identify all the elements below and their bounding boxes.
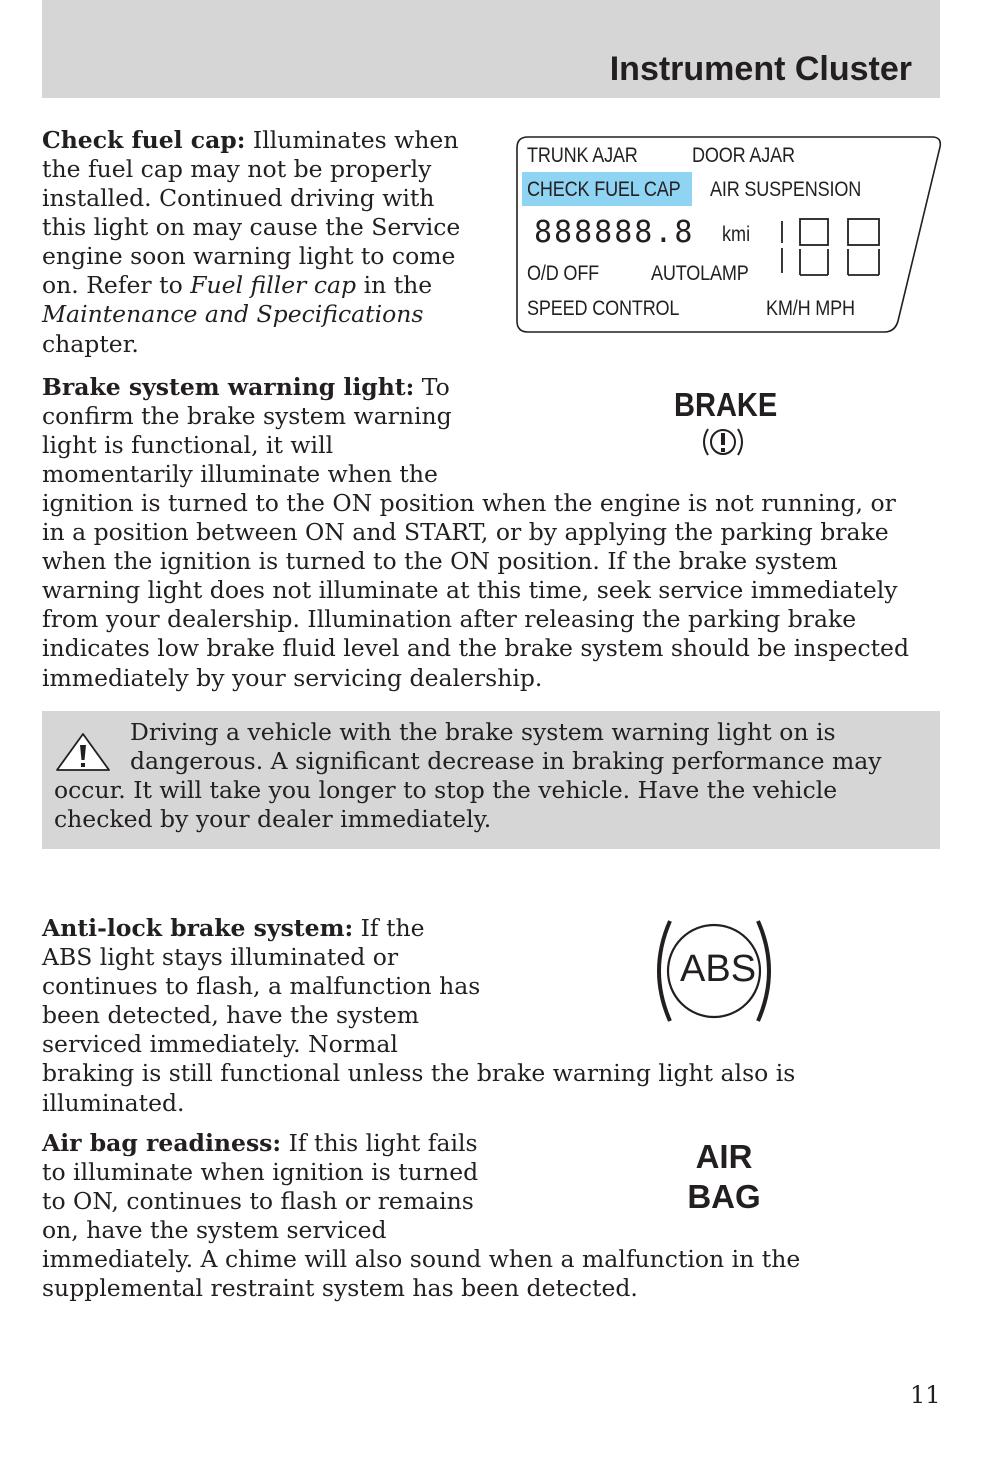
text-line: indicates low brake fluid level and the brake system should be inspected	[42, 634, 910, 662]
term-heading: Anti-lock brake system:	[42, 914, 354, 942]
term-heading: Brake system warning light:	[42, 373, 415, 401]
brake-warning-icon	[699, 424, 747, 464]
text-span: on. Refer to	[42, 271, 183, 299]
text-line	[42, 914, 425, 943]
text-line: serviced immediately. Normal	[42, 1030, 398, 1058]
text-span: If the	[360, 914, 425, 942]
text-span: To	[421, 373, 450, 401]
airbag-warning-icon	[686, 1137, 762, 1217]
page-title: Instrument Cluster	[609, 50, 912, 88]
label-check-fuel-cap: CHECK FUEL CAP	[527, 178, 681, 201]
label-trunk-ajar: TRUNK AJAR	[527, 144, 638, 167]
text-line: installed. Continued driving with	[42, 184, 435, 212]
cluster-display	[514, 135, 944, 337]
text-line: chapter.	[42, 330, 139, 358]
label-air-suspension: AIR SUSPENSION	[710, 178, 862, 201]
label-speed-units: KM/H MPH	[766, 297, 855, 320]
cross-reference: Fuel filler cap	[190, 271, 357, 299]
text-span: Illuminates when	[252, 126, 459, 154]
abs-icon-label: ABS	[680, 948, 757, 990]
label-autolamp: AUTOLAMP	[651, 262, 749, 285]
text-line: immediately. A chime will also sound when a malfunction in the	[42, 1245, 801, 1273]
text-line: ABS light stays illuminated or	[42, 943, 399, 971]
text-line: light is functional, it will	[42, 431, 334, 459]
warning-line: dangerous. A significant decrease in braking performance may	[130, 747, 882, 775]
odometer-digits: 888888.8	[534, 215, 695, 250]
text-line: on, have the system serviced	[42, 1216, 387, 1244]
text-line: immediately by your servicing dealership.	[42, 664, 543, 692]
term-heading: Air bag readiness:	[42, 1129, 282, 1157]
text-line: confirm the brake system warning	[42, 402, 452, 430]
text-line: to illuminate when ignition is turned	[42, 1158, 479, 1186]
label-od-off: O/D OFF	[527, 262, 600, 285]
text-line	[42, 300, 423, 329]
odometer-unit: kmi	[722, 223, 751, 246]
warning-box	[42, 711, 940, 849]
warning-line: checked by your dealer immediately.	[54, 805, 492, 833]
text-line: momentarily illuminate when the	[42, 460, 438, 488]
label-door-ajar: DOOR AJAR	[692, 144, 795, 167]
text-line: engine soon warning light to come	[42, 242, 456, 270]
warning-line: occur. It will take you longer to stop the vehicle. Have the vehicle	[54, 776, 838, 804]
text-line	[42, 126, 458, 155]
text-line: the fuel cap may not be properly	[42, 155, 432, 183]
warning-triangle-icon	[54, 731, 112, 777]
airbag-icon-line: BAG	[687, 1178, 761, 1215]
label-speed-control: SPEED CONTROL	[527, 297, 680, 320]
text-line	[42, 271, 432, 300]
term-heading: Check fuel cap:	[42, 126, 246, 154]
header-bar	[42, 0, 940, 98]
text-line: ignition is turned to the ON position when the engine is not running, or	[42, 489, 896, 517]
text-span: in the	[363, 271, 433, 299]
text-line	[42, 373, 450, 402]
text-line: in a position between ON and START, or by applying the parking brake	[42, 518, 889, 546]
brake-icon-label: BRAKE	[674, 386, 778, 423]
page-number: 11	[910, 1381, 941, 1409]
text-line: braking is still functional unless the brake warning light also is	[42, 1059, 796, 1087]
text-line: been detected, have the system	[42, 1001, 420, 1029]
cross-reference: Maintenance and Specifications	[42, 300, 424, 328]
text-line	[42, 1129, 478, 1158]
text-line: warning light does not illuminate at this time, seek service immediately	[42, 576, 898, 604]
warning-line: Driving a vehicle with the brake system warning light on is	[130, 718, 836, 746]
text-line: to ON, continues to flash or remains	[42, 1187, 474, 1215]
text-line: from your dealership. Illumination after releasing the parking brake	[42, 605, 857, 633]
text-line: supplemental restraint system has been detected.	[42, 1274, 638, 1302]
text-span: If this light fails	[288, 1129, 478, 1157]
airbag-icon-line: AIR	[695, 1138, 753, 1175]
text-line: illuminated.	[42, 1089, 185, 1117]
text-line: this light on may cause the Service	[42, 213, 461, 241]
text-line: continues to flash, a malfunction has	[42, 972, 481, 1000]
text-line: when the ignition is turned to the ON position. If the brake system	[42, 547, 838, 575]
